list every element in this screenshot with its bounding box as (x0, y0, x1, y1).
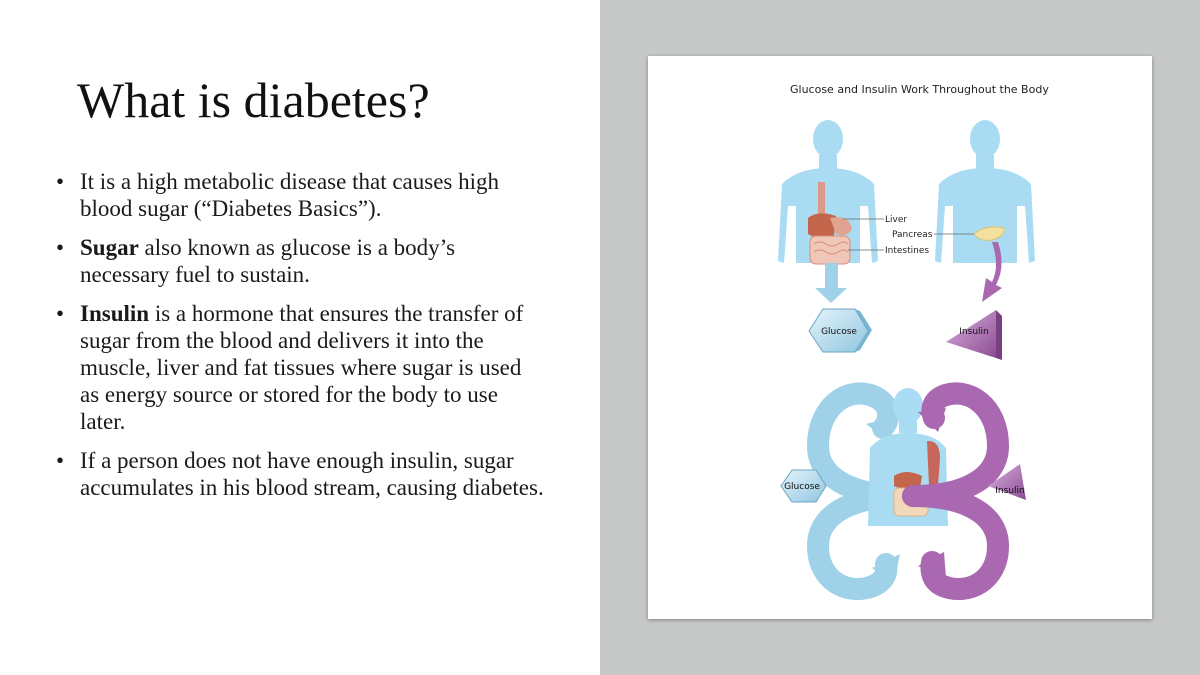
pancreas-label: Pancreas (892, 230, 933, 240)
glucose-insulin-diagram (648, 56, 1152, 619)
diagram-figure (648, 56, 1152, 619)
bullet-text: It is a high metabolic disease that causes high blood sugar (“Diabetes Basics”). (80, 169, 499, 221)
right-body-torso (935, 168, 1035, 263)
insulin-circulation-loops (913, 393, 998, 589)
right-body-silhouette (935, 120, 1035, 263)
glucose-small-label: Glucose (784, 482, 820, 492)
bullet-bold-term: Insulin (80, 301, 150, 326)
glucose-hexagon (809, 309, 872, 352)
liver-shape (808, 213, 836, 238)
slide-title: What is diabetes? (77, 72, 430, 128)
esophagus-shape (818, 182, 825, 216)
liver-label: Liver (885, 215, 908, 225)
bullet-item (55, 447, 545, 501)
insulin-triangle (946, 310, 1002, 360)
bullet-bold-term: Sugar (80, 235, 139, 260)
glucose-label: Glucose (821, 327, 857, 337)
bullet-item (55, 300, 545, 435)
center-body-head (893, 388, 923, 424)
bullet-text: also known as glucose is a body’s necessary fuel to sustain. (80, 235, 456, 287)
figure-title: Glucose and Insulin Work Throughout the Body (790, 83, 1049, 96)
left-body-head (813, 120, 843, 158)
right-body-neck (976, 155, 994, 169)
glucose-hexagon-small (781, 470, 826, 502)
bullet-text: is a hormone that ensures the transfer of sugar from the blood and delivers it into the muscle, liver and fat tissues where sugar is used as energy source or stored for the body to use later. (80, 301, 524, 434)
center-body-neck (899, 421, 917, 433)
intestines-label: Intestines (885, 246, 930, 256)
insulin-label: Insulin (959, 327, 989, 337)
insulin-small-label: Insulin (995, 486, 1025, 496)
right-body-head (970, 120, 1000, 158)
bullet-item (55, 168, 545, 222)
left-body-neck (819, 155, 837, 169)
bullet-item (55, 234, 545, 288)
muscle-shape (927, 441, 940, 486)
bullet-text: If a person does not have enough insulin, sugar accumulates in his blood stream, causing diabetes. (80, 448, 544, 500)
glucose-down-arrow (815, 263, 847, 303)
insulin-triangle-side (996, 310, 1002, 360)
bullet-list (55, 168, 545, 513)
